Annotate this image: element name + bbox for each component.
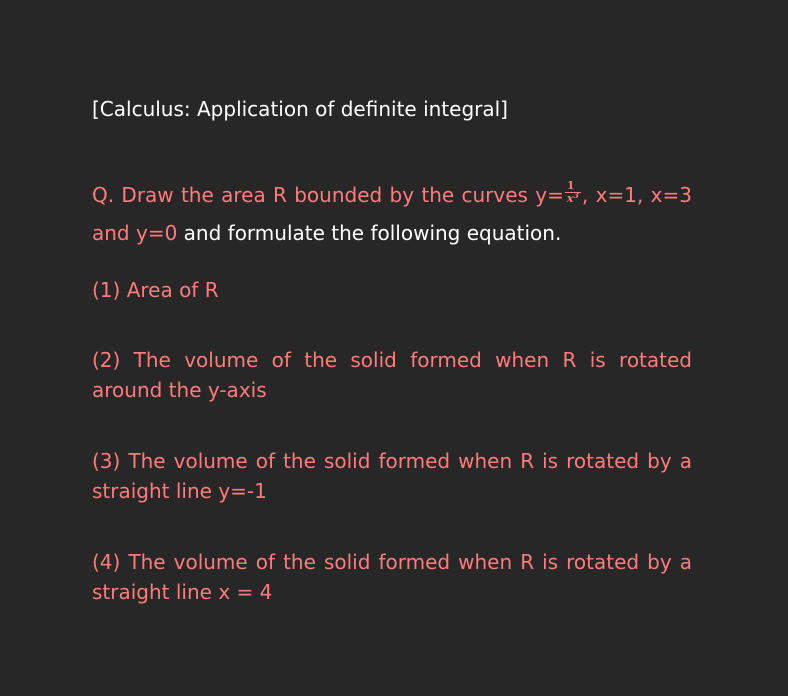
fraction-one-over-x-cubed [565,180,581,205]
question-bounds: , x=1, x=3 and y=0 [92,183,692,245]
fraction-denominator-exponent: 3 [573,190,579,200]
list-item-volume-y-axis: (2) The volume of the solid formed when R is rotated around the y-axis [92,348,692,402]
question-instruction: and formulate the following equation. [177,221,562,245]
question-text [92,176,692,252]
list-item-volume-x-4: (4) The volume of the solid formed when R is rotated by a straight line x = 4 [92,550,692,604]
fraction-numerator: 1 [566,179,575,192]
question-prefix: Q. Draw the area R bounded by the curves y= [92,183,564,207]
list-item-area: (1) Area of R [92,278,219,302]
fraction-denominator [565,190,581,205]
section-heading: [Calculus: Application of definite integral] [92,97,508,121]
document-body [92,94,692,604]
list-item-volume-y-minus-1: (3) The volume of the solid formed when R is rotated by a straight line y=-1 [92,449,692,503]
fraction-denominator-base: x [566,192,574,205]
